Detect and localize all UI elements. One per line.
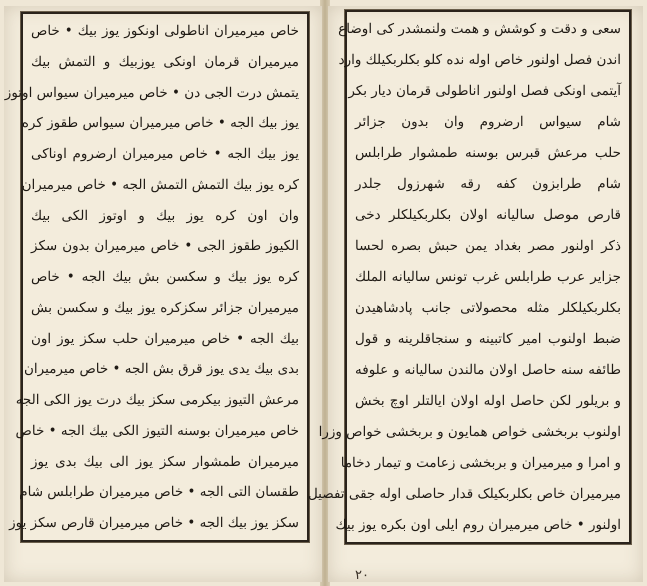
text-line: میرمیران قرمان اونکی یوزبیك و التمش بیك xyxy=(31,53,299,70)
text-line: و بریلور لکن حاصل اوله اولان ایالتلر اوچ بخش xyxy=(355,393,621,409)
text-line: حلب مرعش قبرس بوسنه طمشوار طرابلس xyxy=(355,145,621,161)
text-line: اولنوب بربخشی خواص همایون و بربخشی خواص وزرا xyxy=(318,424,621,440)
text-line: میرمیران طمشوار سکز یوز الی بیك بدی یوز xyxy=(31,453,299,470)
right-page-text-frame xyxy=(307,10,631,544)
text-line: بیك الجه • خاص میرمیران حلب سکز یوز اون xyxy=(31,330,299,347)
text-line: یوز بیك الجه • خاص میرمیران سیواس طقوز کره xyxy=(21,115,299,132)
text-line: کره یوز بیك و سکسن بش بیك الجه • خاص xyxy=(31,269,299,285)
text-line: و امرا و میرمیران و بربخشی زعامت و تیمار دخاما xyxy=(340,455,621,471)
text-line: یتمش درت الجی دن • خاص میرمیران سیواس اوتوز xyxy=(4,84,299,101)
left-page-lines xyxy=(4,20,299,534)
text-line: آیتمی اونکی فصل اولنور اناطولی قرمان دیار بکر xyxy=(348,83,621,99)
text-line: الکیوز طقوز الجی • خاص میرمیران بدون سکز xyxy=(31,238,299,255)
text-line: ضبط اولنوب امیر کاتبینه و سنجاقلرینه و قول xyxy=(355,331,621,347)
text-line: کره یوز بیك التمش التمش الجه • خاص میرمیران xyxy=(21,176,299,193)
text-line: سکز یوز بیك الجه • خاص میرمیران قارص سکز یوز xyxy=(9,515,299,531)
text-line: جزایر عرب طرابلس غرب تونس سالیانه الملك xyxy=(355,269,621,285)
text-line: مرعش التیوز بیکرمی سکز بیك درت یوز الکی الجه xyxy=(15,392,299,408)
text-line: خاص میرمیران اناطولی اونکوز یوز بیك • خاص xyxy=(31,23,299,39)
text-line: شام طرابزون کفه رقه شهرزول جلدر xyxy=(355,176,621,192)
text-line: اولنور • خاص میرمیران روم ایلی اون بکره یوز بیك xyxy=(335,517,621,533)
text-line: وان اون کره یوز بیك و اوتوز الکی بیك xyxy=(31,207,299,224)
text-line: میرمیران جزائر سکزکره یوز بیك و سکسن بش xyxy=(31,299,299,316)
text-line: بدی بیك یدی یوز قرق بش الجه • خاص میرمیران xyxy=(24,361,299,378)
text-line: خاص میرمیران بوسنه التیوز الکی بیك الجه • خاص xyxy=(15,422,299,439)
text-line: طقسان التی الجه • خاص میرمیران طرابلس شام xyxy=(19,484,299,501)
text-line: بکلربکیلکلر مثله محصولاتی جانب پادشاهیدن xyxy=(355,300,621,316)
text-line: طائفه سنه حاصل اولان مالندن سالیانه و علوفه xyxy=(355,362,621,378)
folio-mark: ۲۰ xyxy=(355,568,369,583)
right-page-lines xyxy=(307,18,621,536)
text-line: میرمیران خاص بکلربکیلک قدار حاصلی اوله جقی تفصیل xyxy=(307,486,621,502)
text-line: قارص موصل سالیانه اولان بکلربکیلکلر دخی xyxy=(355,207,621,223)
text-line: سعی و دقت و کوشش و همت ولنمشدر کی اوضاع xyxy=(338,21,621,37)
left-page-text-frame xyxy=(4,12,309,542)
text-line: اندن فصل اولنور خاص اوله نده کلو بکلربکیلك وارد xyxy=(338,52,621,68)
text-line: یوز بیك الجه • خاص میرمیران ارضروم اوناکی xyxy=(31,146,299,162)
text-line: ذکر اولنور مصر بغداد یمن حبش بصره لحسا xyxy=(355,238,621,254)
text-line: شام سیواس ارضروم وان بدون جزائر xyxy=(355,114,621,130)
